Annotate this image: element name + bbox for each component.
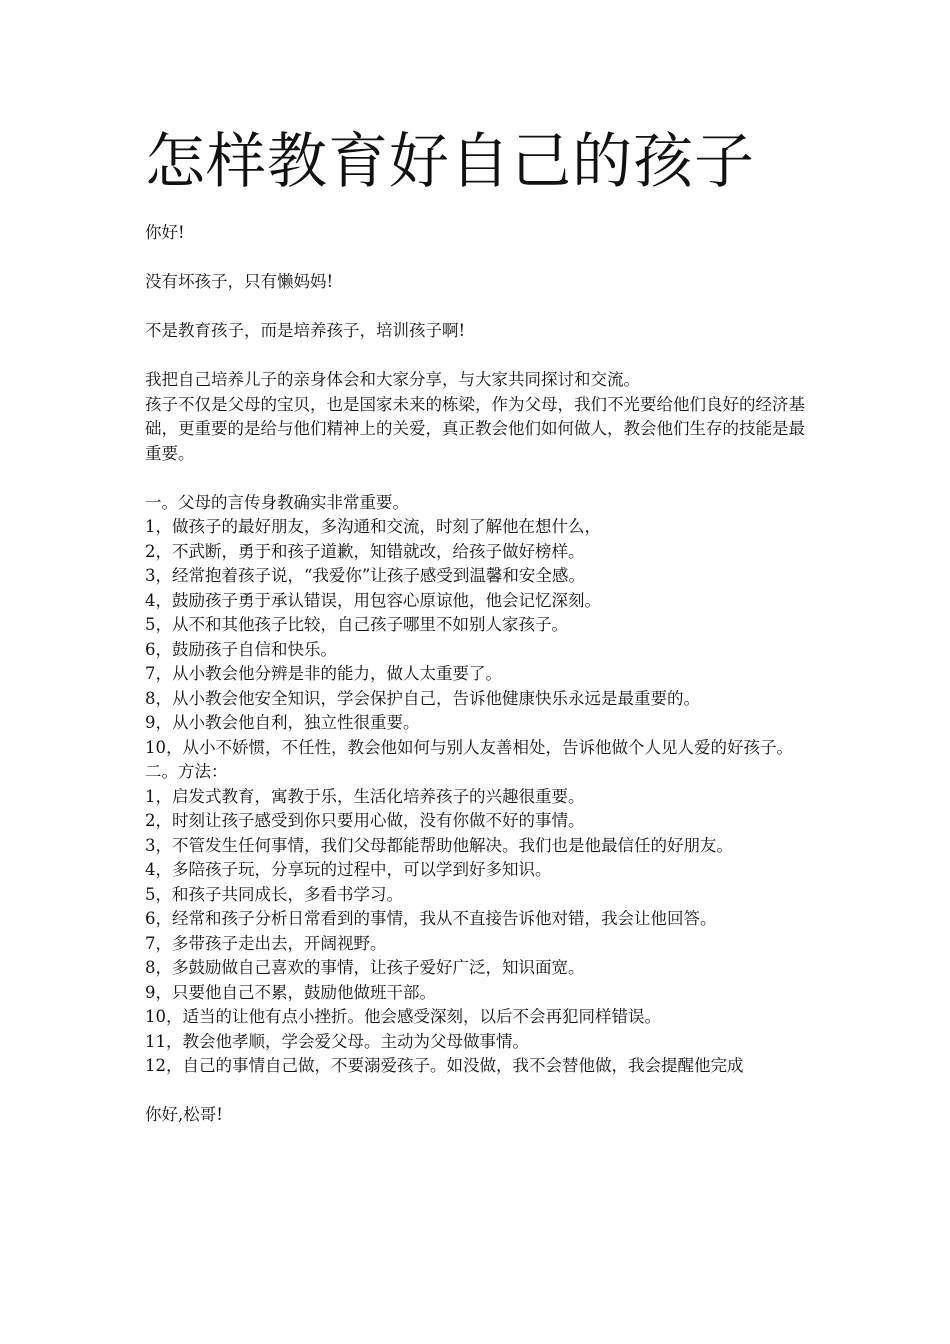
closing: 你好,松哥! [145, 1105, 223, 1124]
paragraph-gap [145, 246, 817, 271]
paragraph-3: 我把自己培养儿子的亲身体会和大家分享，与大家共同探讨和交流。 [145, 370, 640, 389]
list-item: 1，做孩子的最好朋友，多沟通和交流，时刻了解他在想什么， [145, 517, 601, 536]
list-item: 1，启发式教育，寓教于乐，生活化培养孩子的兴趣很重要。 [145, 786, 585, 806]
list-item: 9，从小教会他自利，独立性很重要。 [145, 713, 420, 732]
section-2-heading: 二。方法： [145, 762, 228, 781]
paragraph-gap [145, 466, 817, 491]
list-item: 3，不管发生任何事情，我们父母都能帮助他解决。我们也是他最信任的好朋友。 [145, 835, 733, 855]
list-item: 5，和孩子共同成长，多看书学习。 [145, 884, 403, 904]
list-item: 11，教会他孝顺，学会爱父母。主动为父母做事情。 [145, 1031, 529, 1051]
list-item: 3，经常抱着孩子说，“我爱你”让孩子感受到温馨和安全感。 [145, 566, 585, 585]
list-item: 4，鼓励孩子勇于承认错误，用包容心原谅他，他会记忆深刻。 [145, 590, 601, 610]
list-item: 5，从不和其他孩子比较，自己孩子哪里不如别人家孩子。 [145, 615, 568, 634]
paragraph-gap [145, 344, 817, 369]
list-item: 4，多陪孩子玩，分享玩的过程中，可以学到好多知识。 [145, 860, 552, 879]
list-item: 8，多鼓励做自己喜欢的事情，让孩子爱好广泛，知识面宽。 [145, 958, 585, 977]
list-item: 10，从小不娇惯，不任性，教会他如何与别人友善相处，告诉他做个人见人爱的好孩子。 [145, 737, 793, 757]
list-item: 12，自己的事情自己做，不要溺爱孩子。如没做，我不会替他做，我会提醒他完成 [145, 1056, 744, 1075]
list-item: 7，从小教会他分辨是非的能力，做人太重要了。 [145, 664, 502, 683]
list-item: 6，经常和孩子分析日常看到的事情，我从不直接告诉他对错，我会让他回答。 [145, 909, 717, 928]
list-item: 6，鼓励孩子自信和快乐。 [145, 639, 337, 659]
document-body [145, 221, 817, 1128]
paragraph-gap [145, 1079, 817, 1104]
document-title: 怎样教育好自己的孩子 [145, 127, 755, 197]
list-item: 10，适当的让他有点小挫折。他会感受深刻，以后不会再犯同样错误。 [145, 1007, 661, 1026]
paragraph-4: 孩子不仅是父母的宝贝，也是国家未来的栋梁，作为父母，我们不光要给他们良好的经济基础，更重要的是给与他们精神上的关爱，真正教会他们如何做人，教会他们生存的技能是最重要。 [145, 394, 805, 463]
list-item: 7，多带孩子走出去，开阔视野。 [145, 933, 387, 953]
paragraph-gap [145, 295, 817, 320]
list-item: 2，不武断，勇于和孩子道歉，知错就改，给孩子做好榜样。 [145, 541, 585, 561]
paragraph-2: 不是教育孩子，而是培养孩子，培训孩子啊! [145, 321, 466, 340]
greeting: 你好! [145, 223, 185, 242]
section-1-heading: 一。父母的言传身教确实非常重要。 [145, 492, 409, 512]
paragraph-1: 没有坏孩子，只有懒妈妈! [145, 272, 334, 291]
list-item: 8，从小教会他安全知识，学会保护自己，告诉他健康快乐永远是最重要的。 [145, 688, 700, 708]
list-item: 9，只要他自己不累，鼓励他做班干部。 [145, 982, 436, 1002]
list-item: 2，时刻让孩子感受到你只要用心做，没有你做不好的事情。 [145, 811, 585, 830]
